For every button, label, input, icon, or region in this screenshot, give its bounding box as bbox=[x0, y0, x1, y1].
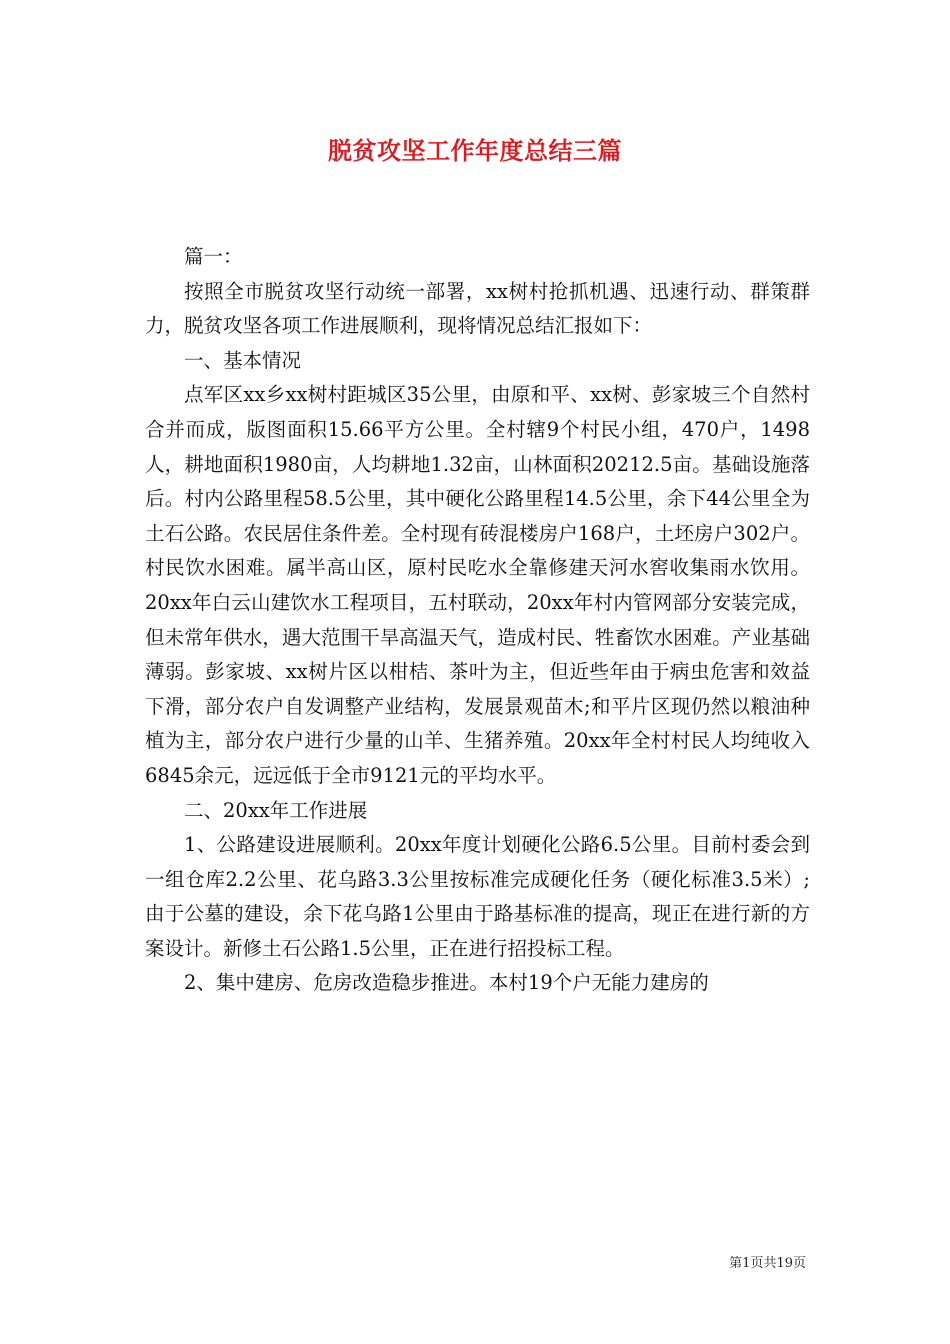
section-label-part-one: 篇一： bbox=[184, 245, 243, 268]
document-title: 脱贫攻坚工作年度总结三篇 bbox=[328, 136, 622, 165]
basic-situation-paragraph: 点军区xx乡xx树村距城区35公里，由原和平、xx树、彭家坡三个自然村合并而成，版图面积15.66平方公里。全村辖9个村民小组，470户，1498人，耕地面积1980亩，人均耕地1.32亩，山林面积20212.5亩。基础设施落后。村内公路里程58.5公里，其中硬化公路里程14.5公里，余下44公里全为土石公路。农民居住条件差。全村现有砖混楼房户168户，土坯房户302户。村民饮水困难。属半高山区，原村民吃水全靠修建天河水窖收集雨水饮用。20xx年白云山建饮水工程项目，五村联动，20xx年村内管网部分安装完成，但未常年供水，遇大范围干旱高温天气，造成村民、牲畜饮水困难。产业基础薄弱。彭家坡、xx树片区以柑桔、茶叶为主，但近些年由于病虫危害和效益下滑，部分农户自发调整产业结构，发展景观苗木;和平片区现仍然以粮油种植为主，部分农户进行少量的山羊、生猪养殖。20xx年全村村民人均纯收入6845余元，远远低于全市9121元的平均水平。 bbox=[145, 383, 810, 787]
heading-work-progress: 二、20xx年工作进展 bbox=[184, 798, 368, 822]
document-body bbox=[145, 240, 810, 1001]
heading-basic-situation: 一、基本情况 bbox=[184, 348, 302, 372]
road-construction-paragraph: 1、公路建设进展顺利。20xx年度计划硬化公路6.5公里。目前村委会到一组仓库2.2公里、花乌路3.3公里按标准完成硬化任务（硬化标准3.5米）;由于公墓的建设，余下花乌路1公里由于路基标准的提高，现正在进行新的方案设计。新修土石公路1.5公里，正在进行招投标工程。 bbox=[145, 833, 810, 960]
housing-paragraph: 2、集中建房、危房改造稳步推进。本村19个户无能力建房的 bbox=[184, 971, 709, 995]
page-number: 第1页共19页 bbox=[729, 1256, 806, 1271]
intro-paragraph: 按照全市脱贫攻坚行动统一部署，xx树村抢抓机遇、迅速行动、群策群力，脱贫攻坚各项工作进展顺利，现将情况总结汇报如下： bbox=[145, 279, 810, 338]
